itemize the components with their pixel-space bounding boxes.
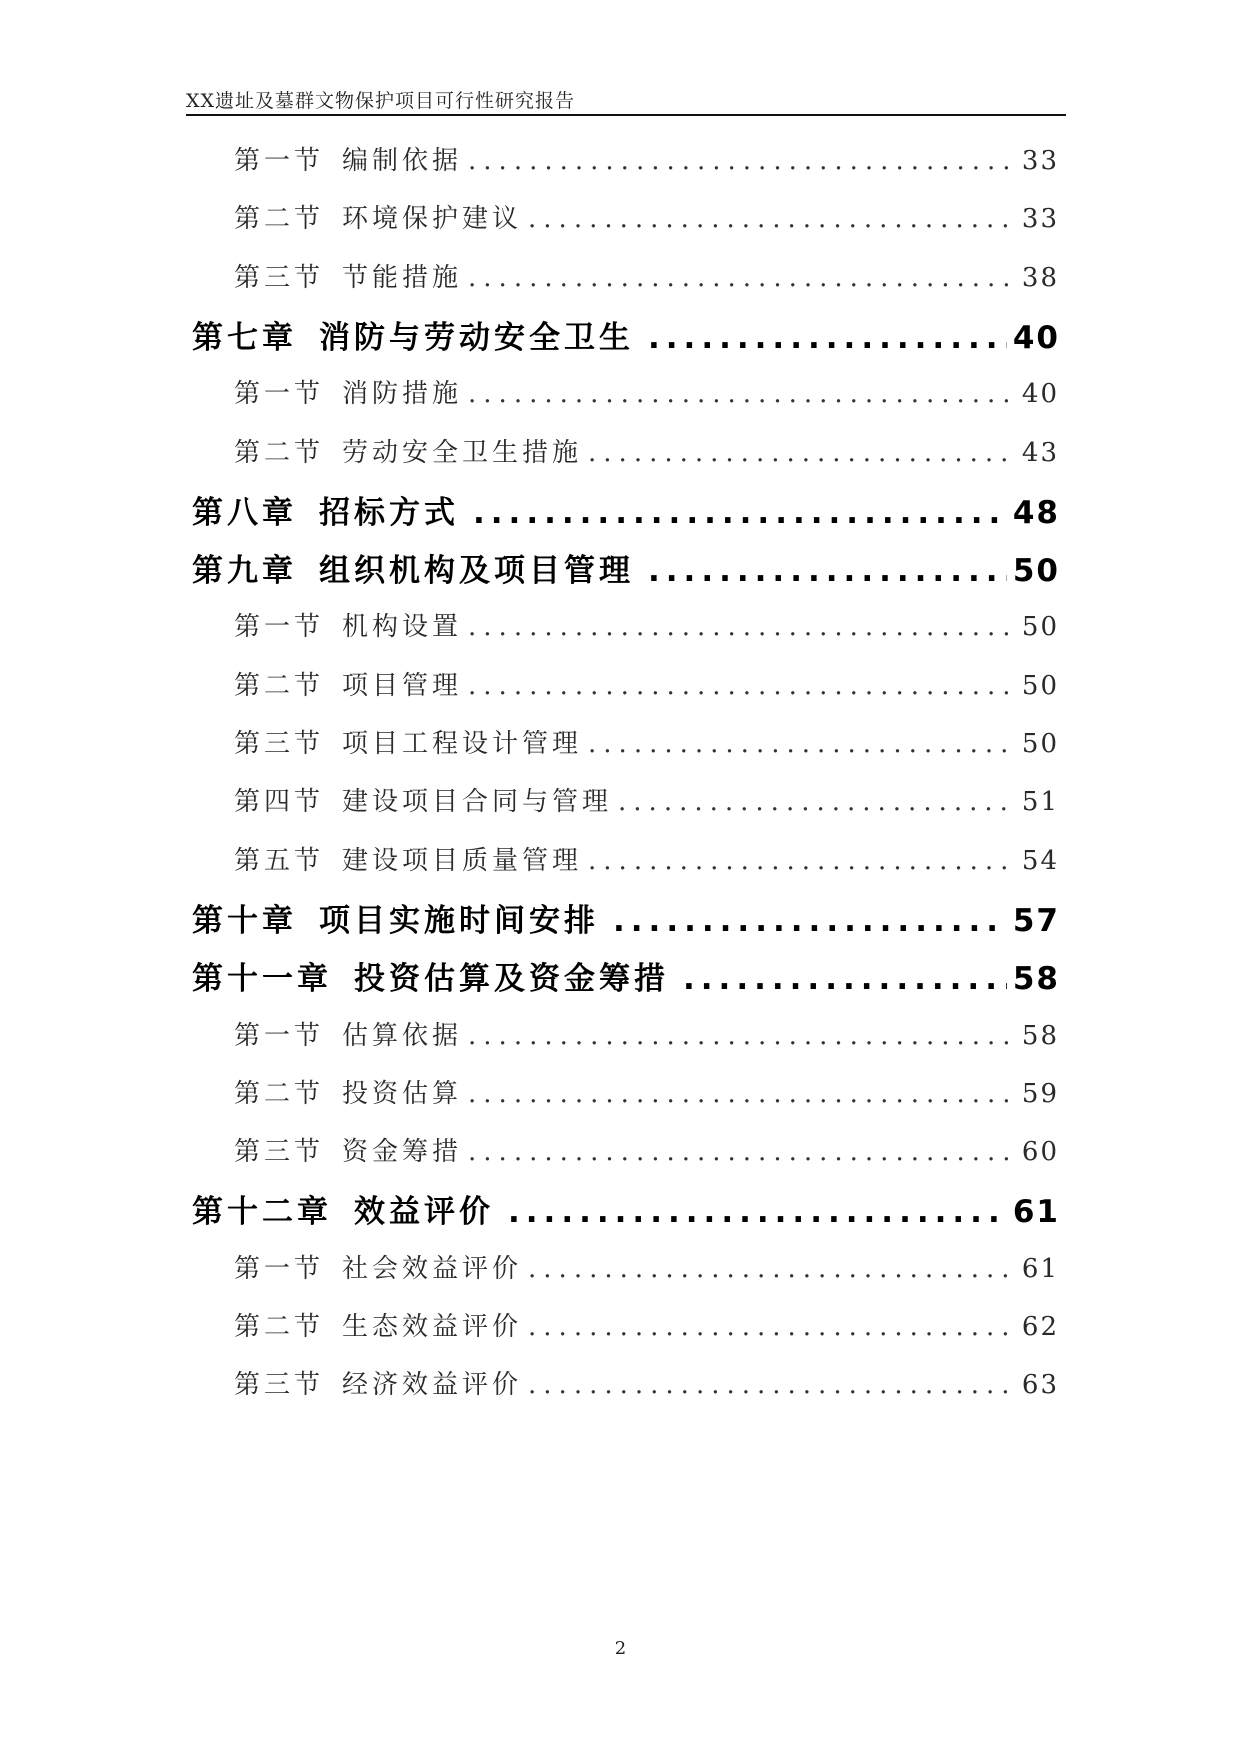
toc-section-title: 估算依据 [342, 1020, 463, 1051]
toc-page-number: 61 [1021, 1253, 1059, 1284]
toc-dot-leader [648, 553, 1007, 589]
toc-dot-leader [508, 1194, 1007, 1230]
toc-section-entry[interactable] [234, 140, 1059, 177]
toc-section-entry[interactable] [234, 198, 1059, 235]
toc-dot-leader [588, 846, 1016, 876]
toc-page-number: 59 [1021, 1078, 1059, 1109]
toc-section-number: 第三节 [234, 1137, 325, 1168]
toc-chapter-title: 组织机构及项目管理 [319, 553, 634, 590]
toc-section-entry[interactable] [234, 432, 1059, 469]
toc-page-number: 62 [1021, 1312, 1059, 1342]
toc-page-number: 63 [1021, 1370, 1059, 1401]
toc-chapter-entry[interactable] [192, 953, 1060, 998]
toc-chapter-entry[interactable] [192, 312, 1060, 357]
toc-section-title: 节能措施 [342, 262, 463, 293]
toc-chapter-number: 第九章 [192, 553, 297, 590]
toc-chapter-title: 投资估算及资金筹措 [354, 961, 669, 998]
toc-section-entry[interactable] [234, 665, 1059, 702]
toc-section-title: 机构设置 [342, 612, 463, 643]
toc-section-number: 第二节 [234, 1078, 325, 1109]
toc-section-number: 第一节 [234, 1020, 325, 1051]
toc-page-number: 43 [1021, 437, 1059, 468]
toc-page-number: 51 [1021, 787, 1059, 818]
toc-section-entry[interactable] [234, 723, 1059, 760]
toc-section-number: 第二节 [234, 1312, 325, 1342]
toc-dot-leader [588, 729, 1016, 759]
toc-dot-leader [648, 320, 1007, 356]
toc-section-entry[interactable] [234, 840, 1059, 877]
toc-chapter-entry[interactable] [192, 895, 1060, 940]
toc-section-entry[interactable] [234, 1248, 1059, 1285]
toc-dot-leader [468, 1021, 1016, 1051]
toc-dot-leader [683, 961, 1007, 997]
toc-page-number: 50 [1021, 729, 1059, 759]
toc-chapter-title: 招标方式 [319, 494, 459, 531]
toc-dot-leader [468, 1137, 1016, 1167]
toc-page-number: 54 [1021, 845, 1059, 876]
toc-section-title: 投资估算 [342, 1078, 463, 1109]
toc-page-number: 48 [1012, 494, 1060, 531]
toc-page-number: 50 [1021, 612, 1059, 643]
toc-section-number: 第四节 [234, 787, 325, 818]
toc-page-number: 57 [1012, 902, 1060, 939]
toc-section-number: 第一节 [234, 612, 325, 643]
toc-dot-leader [468, 263, 1016, 293]
toc-dot-leader [618, 787, 1016, 817]
toc-section-entry[interactable] [234, 1015, 1059, 1052]
toc-chapter-title: 项目实施时间安排 [319, 902, 599, 939]
toc-dot-leader [468, 671, 1016, 701]
toc-section-entry[interactable] [234, 606, 1059, 643]
toc-section-title: 项目管理 [342, 670, 463, 701]
toc-section-title: 资金筹措 [342, 1137, 463, 1168]
toc-section-entry[interactable] [234, 1306, 1059, 1343]
toc-dot-leader [468, 612, 1016, 642]
toc-page-number: 60 [1021, 1137, 1059, 1168]
toc-page-number: 33 [1021, 204, 1059, 235]
toc-section-number: 第五节 [234, 845, 325, 876]
toc-page-number: 50 [1021, 670, 1059, 701]
toc-dot-leader [468, 379, 1016, 409]
toc-page-number: 40 [1021, 379, 1059, 410]
toc-section-title: 编制依据 [342, 146, 463, 176]
toc-dot-leader [473, 495, 1007, 531]
toc-section-title: 社会效益评价 [342, 1253, 523, 1284]
toc-dot-leader [528, 1312, 1016, 1342]
toc-chapter-entry[interactable] [192, 545, 1060, 590]
toc-chapter-entry[interactable] [192, 1186, 1060, 1231]
toc-page-number: 61 [1012, 1194, 1060, 1231]
toc-section-title: 经济效益评价 [342, 1370, 523, 1401]
toc-chapter-number: 第十章 [192, 902, 297, 939]
toc-page-number: 58 [1012, 961, 1060, 998]
running-header: XX遗址及墓群文物保护项目可行性研究报告 [186, 90, 576, 112]
toc-section-number: 第一节 [234, 146, 325, 176]
toc-page-number: 33 [1021, 146, 1059, 176]
toc-page-number: 38 [1021, 262, 1059, 293]
toc-chapter-number: 第十一章 [192, 961, 332, 998]
toc-chapter-number: 第七章 [192, 319, 297, 356]
toc-page-number: 58 [1021, 1020, 1059, 1051]
toc-dot-leader [528, 1370, 1016, 1400]
toc-section-title: 环境保护建议 [342, 204, 523, 235]
toc-section-number: 第一节 [234, 379, 325, 410]
toc-section-number: 第二节 [234, 204, 325, 235]
toc-section-entry[interactable] [234, 1364, 1059, 1401]
toc-chapter-title: 消防与劳动安全卫生 [319, 319, 634, 356]
toc-section-number: 第二节 [234, 437, 325, 468]
toc-chapter-entry[interactable] [192, 487, 1060, 532]
toc-section-entry[interactable] [234, 1073, 1059, 1110]
toc-section-title: 项目工程设计管理 [342, 729, 583, 759]
toc-chapter-number: 第十二章 [192, 1194, 332, 1231]
toc-chapter-title: 效益评价 [354, 1194, 494, 1231]
toc-section-title: 生态效益评价 [342, 1312, 523, 1342]
toc-dot-leader [468, 1079, 1016, 1109]
toc-section-title: 消防措施 [342, 379, 463, 410]
toc-section-title: 劳动安全卫生措施 [342, 437, 583, 468]
toc-dot-leader [528, 204, 1016, 234]
toc-section-title: 建设项目质量管理 [342, 845, 583, 876]
toc-section-entry[interactable] [234, 1131, 1059, 1168]
toc-section-number: 第一节 [234, 1253, 325, 1284]
toc-section-number: 第三节 [234, 1370, 325, 1401]
toc-section-number: 第三节 [234, 729, 325, 759]
toc-section-entry[interactable] [234, 781, 1059, 818]
toc-section-title: 建设项目合同与管理 [342, 787, 613, 818]
toc-section-entry[interactable] [234, 257, 1059, 294]
toc-dot-leader [613, 903, 1007, 939]
page-number: 2 [614, 1638, 627, 1659]
toc-dot-leader [588, 438, 1016, 468]
toc-dot-leader [468, 146, 1016, 176]
toc-page-number: 50 [1012, 553, 1060, 590]
toc-section-number: 第三节 [234, 262, 325, 293]
toc-chapter-number: 第八章 [192, 494, 297, 531]
toc-dot-leader [528, 1254, 1016, 1284]
toc-page-number: 40 [1012, 319, 1060, 356]
toc-section-number: 第二节 [234, 670, 325, 701]
toc-section-entry[interactable] [234, 373, 1059, 410]
